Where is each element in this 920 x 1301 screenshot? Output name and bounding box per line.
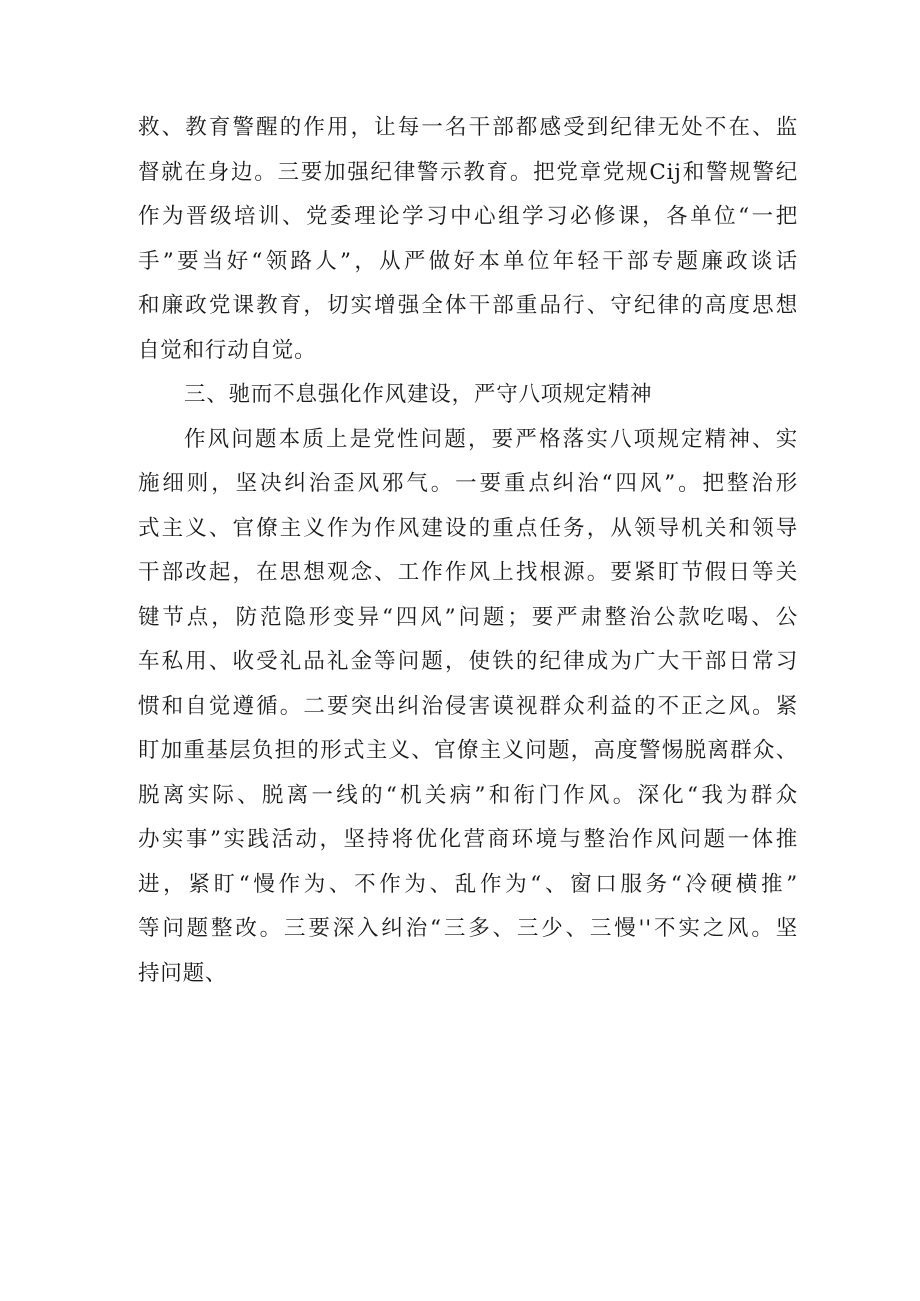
text-line: 式主义、官僚主义作为作风建设的重点任务，从领导机关和领导 <box>138 515 798 541</box>
text-line: 持问题、 <box>138 960 228 986</box>
text-line: 手”要当好“领路人”，从严做好本单位年轻干部专题廉政谈话 <box>138 248 798 274</box>
text-line: 进，紧盯“慢作为、不作为、乱作为“、窗口服务“冷硬横推” <box>138 871 798 897</box>
text-line: 干部改起，在思想观念、工作作风上找根源。要紧盯节假日等关 <box>138 560 798 585</box>
text-line: 键节点，防范隐形变异“四风”问题；要严肃整治公款吃喝、公 <box>138 604 798 630</box>
text-line: 作为晋级培训、党委理论学习中心组学习必修课，各单位“一把 <box>138 204 798 229</box>
text-line: 车私用、收受礼品礼金等问题，使铁的纪律成为广大干部日常习 <box>138 649 798 674</box>
text-line: 盯加重基层负担的形式主义、官僚主义问题，高度警惕脱离群众、 <box>138 738 798 763</box>
text-line: 自觉和行动自觉。 <box>138 337 317 363</box>
text-line: 作风问题本质上是党性问题，要严格落实八项规定精神、实 <box>184 426 798 452</box>
text-line: 督就在身边。三要加强纪律警示教育。把党章党规Cij和警规警纪 <box>138 159 798 185</box>
body-text <box>138 106 798 996</box>
text-line: 办实事”实践活动，坚持将优化营商环境与整治作风问题一体推 <box>138 827 798 852</box>
text-line: 脱离实际、脱离一线的“机关病”和衔门作风。深化“我为群众 <box>138 782 798 808</box>
section-heading: 三、驰而不息强化作风建设，严守八项规定精神 <box>184 382 653 407</box>
text-line: 惯和自觉遵循。二要突出纠治侵害谟视群众利益的不正之风。紧 <box>138 693 798 719</box>
text-line: 和廉政党课教育，切实增强全体干部重品行、守纪律的高度思想 <box>138 293 798 318</box>
text-line: 等问题整改。三要深入纠治“三多、三少、三慢''不实之风。坚 <box>138 916 798 941</box>
text-line: 施细则，坚决纠治歪风邪气。一要重点纠治“四风”。把整治形 <box>138 471 798 496</box>
text-line: 救、教育警醒的作用，让每一名干部都感受到纪律无处不在、监 <box>138 115 798 140</box>
